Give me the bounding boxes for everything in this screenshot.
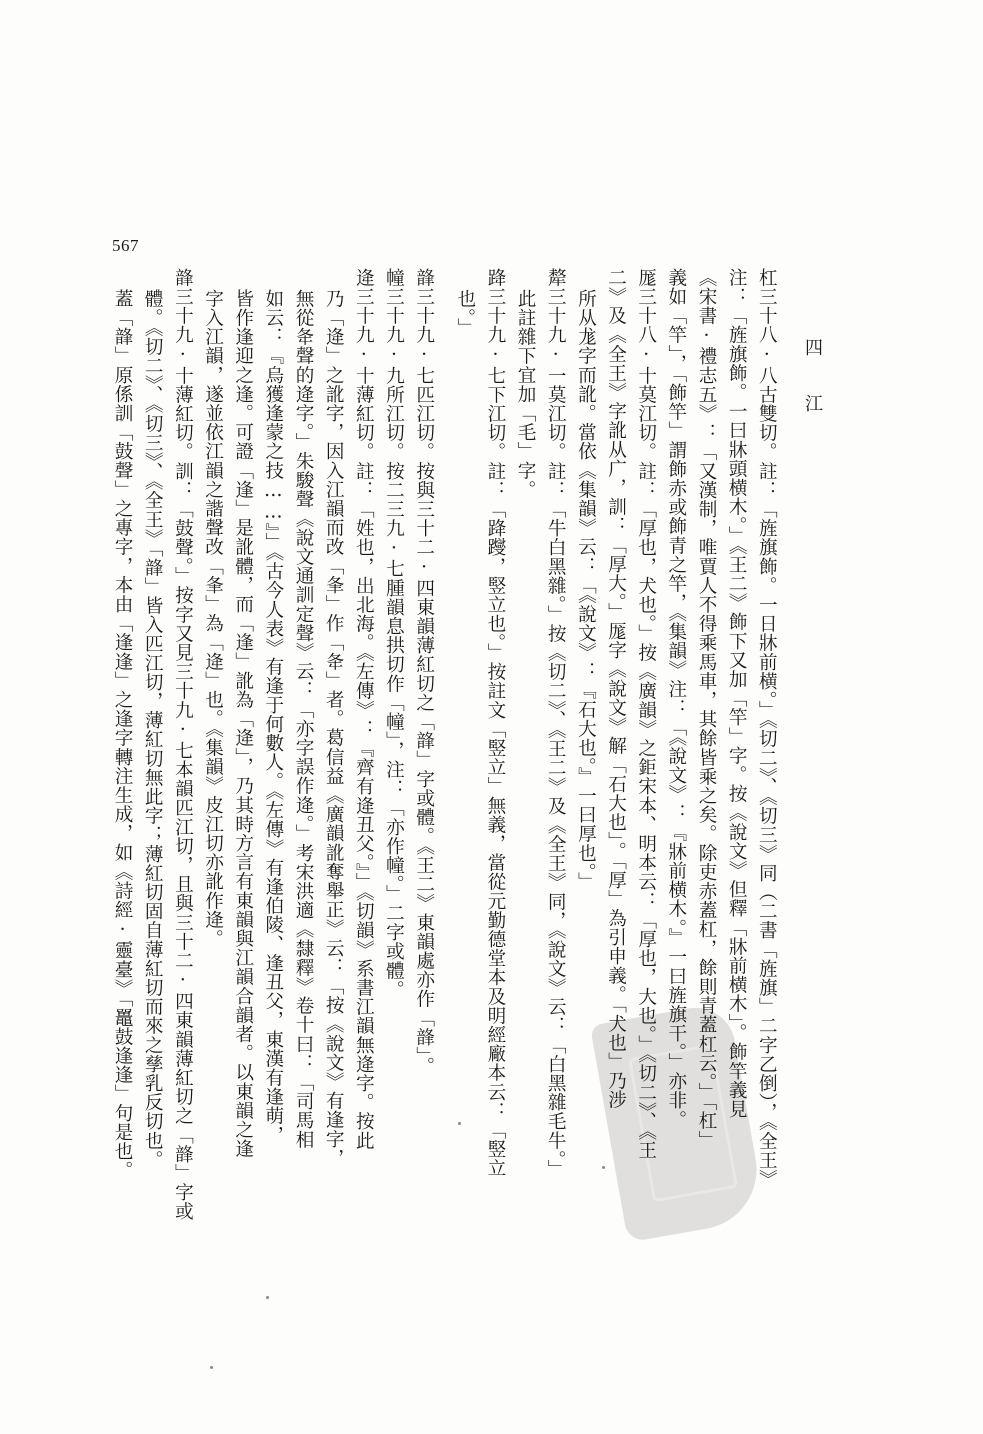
section-title: 四 江	[802, 338, 823, 422]
text-column: 逄三十九·十薄紅切。註：「姓也，出北海。《左傳》：『齊有逄丑父。』」《切韻》系書江韻無逄字。按此	[353, 268, 375, 1150]
text-column: 厖三十八·十莫江切。註：「厚也，犬也。」按《廣韻》之鉅宋本、明本云：「厚也，大也。」《切二》、《王	[635, 268, 657, 1160]
text-column: 跭三十九·七下江切。註：「跭躞，竪立也。」按註文「竪立」無義，當從元勤德堂本及明經廠本云：「竪立	[484, 268, 506, 1178]
text-column: 字入江韻，遂並依江韻之諧聲改「夆」為「逄」也。《集韻》皮江切亦訛作逄。	[202, 289, 224, 949]
text-column: 所从尨字而訛。當依《集韻》云：「《說文》：『石大也。』一曰厚也。」	[575, 289, 597, 892]
text-column: 如云：『烏獲逢蒙之技……』」《古今人表》有逢于何數人。《左傳》有逢伯陵、逢丑父，東漢有逢萌，	[262, 289, 284, 1145]
text-column: 韸三十九·七匹江切。按與三十二·四東韻薄紅切之「韸」字或體。《王二》東韻處亦作「韸」。	[413, 268, 435, 1076]
text-column: 犛三十九·一莫江切。註：「牛白黑雜。」按《切二》、《王二》及《全王》同，《說文》云：「白黑雜毛牛。」	[545, 268, 567, 1179]
text-column: 此註雜下宜加「毛」字。	[515, 289, 537, 500]
text-column: 義如「竿」，「飾竿」謂飾赤或飾青之竿，《集韻》注：「《說文》：『牀前横木。』一曰旌旗干。」亦非。	[665, 268, 687, 1129]
column-gap	[441, 268, 452, 1228]
text-column: 無從夅聲的逄字。」朱駿聲《說文通訓定聲》云：「亦字誤作逄。」考宋洪適《隸釋》卷十曰：「司馬相	[293, 289, 314, 1149]
vertical-text-body	[109, 268, 829, 1228]
text-column: 《宋書·禮志五》：「又漢制，唯賈人不得乘馬車，其餘皆乘之矣。除吏赤蓋杠，餘則青蓋杠云。」「杠」	[696, 268, 717, 1150]
text-column: 韸三十九·十薄紅切。訓：「鼓聲。」按字又見三十九·七本韻匹江切，且與三十二·四東韻薄紅切之「韸」字或	[172, 268, 194, 1221]
speck	[266, 1296, 269, 1299]
speck	[210, 1366, 213, 1369]
page-number: 567	[112, 236, 139, 255]
text-column: 皆作逢迎之逢。可證「逢」是訛體，而「逢」訛為「逄」，乃其時方言有東韻與江韻合韻者。以東韻之逢	[232, 289, 254, 1159]
text-column: 幢三十九·九所江切。按二三九·七腫韻息拱切作「幢」，注：「亦作幢。」二字或體。	[383, 268, 405, 1000]
text-column: 體。《切二》、《切三》、《全王》「韸」皆入匹江切，薄紅切無此字；薄紅切固自薄紅切而來之孳乳反切也。	[142, 289, 164, 1170]
text-column: 杠三十八·八古雙切。註：「旌旗飾。一日牀前横。」《切二》、《切三》同（二書「旌旗」二字乙倒），《全王》	[756, 268, 778, 1189]
text-column: 乃「逄」之訛字，因入江韻而改「夆」作「夅」者。葛信益《廣韻訛奪舉正》云：「按《說文》有逢字，	[323, 289, 345, 1168]
text-column: 蓋「韸」原係訓「鼓聲」之專字，本由「逢逢」之逢字轉注生成，如《詩經·靈臺》「鼉鼓逢逢」句是也。	[112, 289, 134, 1180]
text-column: 也。」	[454, 289, 476, 337]
text-column: 二》及《全王》字訛从广，訓：「厚大。」厖字《說文》解「石大也」。「厚」為引申義。「犬也」乃涉	[605, 268, 627, 1110]
text-column: 注：「旌旗飾。一曰牀頭横木。」《王二》飾下又加「竿」字。按《說文》但釋「牀前横木」。飾竿義見	[726, 268, 748, 1119]
